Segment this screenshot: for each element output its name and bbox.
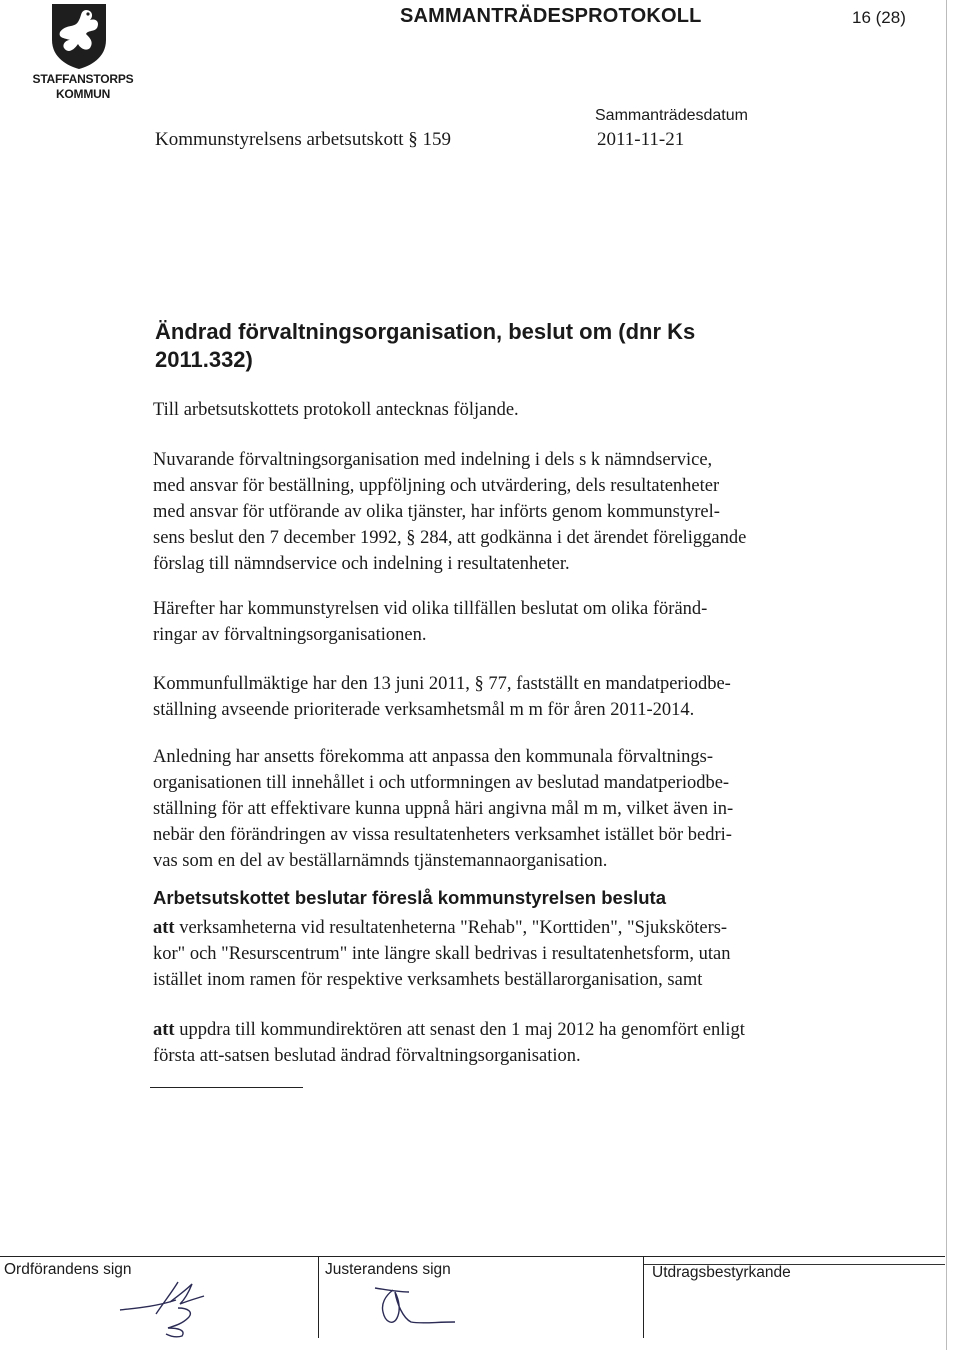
chair-initials-signature	[118, 1270, 218, 1340]
att-word: att	[153, 918, 175, 938]
org-name-line1: STAFFANSTORPS	[32, 72, 134, 86]
matter-heading-line1: Ändrad förvaltningsorganisation, beslut om (dnr Ks	[155, 319, 696, 344]
decision-line: kor" och "Resurscentrum" inte längre skall bedrivas i resultatenhetsform, utan	[153, 944, 731, 964]
decision-line	[153, 915, 853, 941]
extract-certification-label: Utdragsbestyrkande	[652, 1264, 791, 1281]
adjuster-sign-label: Justerandens sign	[325, 1261, 451, 1278]
paragraph-line: organisationen till innehållet i och utformningen av beslutad mandatperiodbe-	[153, 773, 730, 793]
paragraph-line: ställning avseende prioriterade verksamhetsmål m m för åren 2011-2014.	[153, 700, 695, 720]
paragraph-line: Anledning har ansetts förekomma att anpassa den kommunala förvaltnings-	[153, 747, 713, 767]
paragraph-line: Härefter har kommunstyrelsen vid olika tillfällen beslutat om olika föränd-	[153, 599, 708, 619]
signature-top-rule	[0, 1256, 945, 1257]
signature-divider	[318, 1256, 319, 1338]
paragraph-line: nebär den förändringen av vissa resultatenheters verksamhet istället bör bedri-	[153, 825, 732, 845]
paragraph-council	[153, 671, 853, 723]
coat-of-arms-logo	[50, 2, 108, 70]
org-name	[28, 72, 138, 102]
decision-line: istället inom ramen för respektive verksamhets beställarorganisation, samt	[153, 970, 703, 990]
section-end-rule	[150, 1087, 303, 1088]
matter-heading-line2: 2011.332)	[155, 347, 253, 372]
paragraph-reason	[153, 744, 853, 874]
adjuster-initials-signature	[365, 1282, 465, 1337]
matter-heading	[155, 318, 795, 374]
paragraph-intro	[153, 397, 853, 423]
paragraph-line: Nuvarande förvaltningsorganisation med indelning i dels s k nämndservice,	[153, 450, 713, 470]
org-name-line2: KOMMUN	[55, 87, 111, 101]
page-edge-line	[946, 0, 947, 1350]
att-word: att	[153, 1020, 175, 1040]
decision-line: första att-satsen beslutad ändrad förvaltningsorganisation.	[153, 1046, 581, 1066]
paragraph-line: Kommunfullmäktige har den 13 juni 2011, § 77, fastställt en mandatperiodbe-	[153, 674, 731, 694]
decision-item	[153, 915, 853, 993]
signature-divider	[643, 1256, 644, 1338]
decision-item	[153, 1017, 853, 1069]
paragraph-background	[153, 447, 853, 577]
paragraph-line: förslag till nämndservice och indelning i resultatenheter.	[153, 554, 570, 574]
committee-section: Kommunstyrelsens arbetsutskott § 159	[155, 129, 452, 150]
paragraph-changes	[153, 596, 853, 648]
decision-heading: Arbetsutskottet beslutar föreslå kommunstyrelsen besluta	[153, 887, 667, 908]
decision-line	[153, 1017, 853, 1043]
paragraph-line: vas som en del av beställarnämnds tjänstemannaorganisation.	[153, 851, 608, 871]
chair-sign-label: Ordförandens sign	[4, 1261, 132, 1278]
meeting-date: 2011-11-21	[597, 129, 685, 150]
page-number: 16 (28)	[852, 8, 906, 27]
document-title: SAMMANTRÄDESPROTOKOLL	[400, 5, 702, 27]
meeting-date-label: Sammanträdesdatum	[595, 107, 748, 124]
decision-text: uppdra till kommundirektören att senast den 1 maj 2012 ha genomfört enligt	[174, 1020, 745, 1040]
paragraph-line: med ansvar för beställning, uppföljning och utvärdering, dels resultatenheter	[153, 476, 720, 496]
paragraph-line: sens beslut den 7 december 1992, § 284, att godkänna i det ärendet föreliggande	[153, 528, 747, 548]
paragraph-line: ställning för att effektivare kunna uppnå häri angivna mål m m, vilket även in-	[153, 799, 734, 819]
paragraph-line: Till arbetsutskottets protokoll antecknas följande.	[153, 400, 519, 420]
paragraph-line: med ansvar för utförande av olika tjänster, har införts genom kommunstyrel-	[153, 502, 720, 522]
decision-text: verksamheterna vid resultatenheterna "Rehab", "Korttiden", "Sjuksköters-	[174, 918, 728, 938]
paragraph-line: ringar av förvaltningsorganisationen.	[153, 625, 427, 645]
